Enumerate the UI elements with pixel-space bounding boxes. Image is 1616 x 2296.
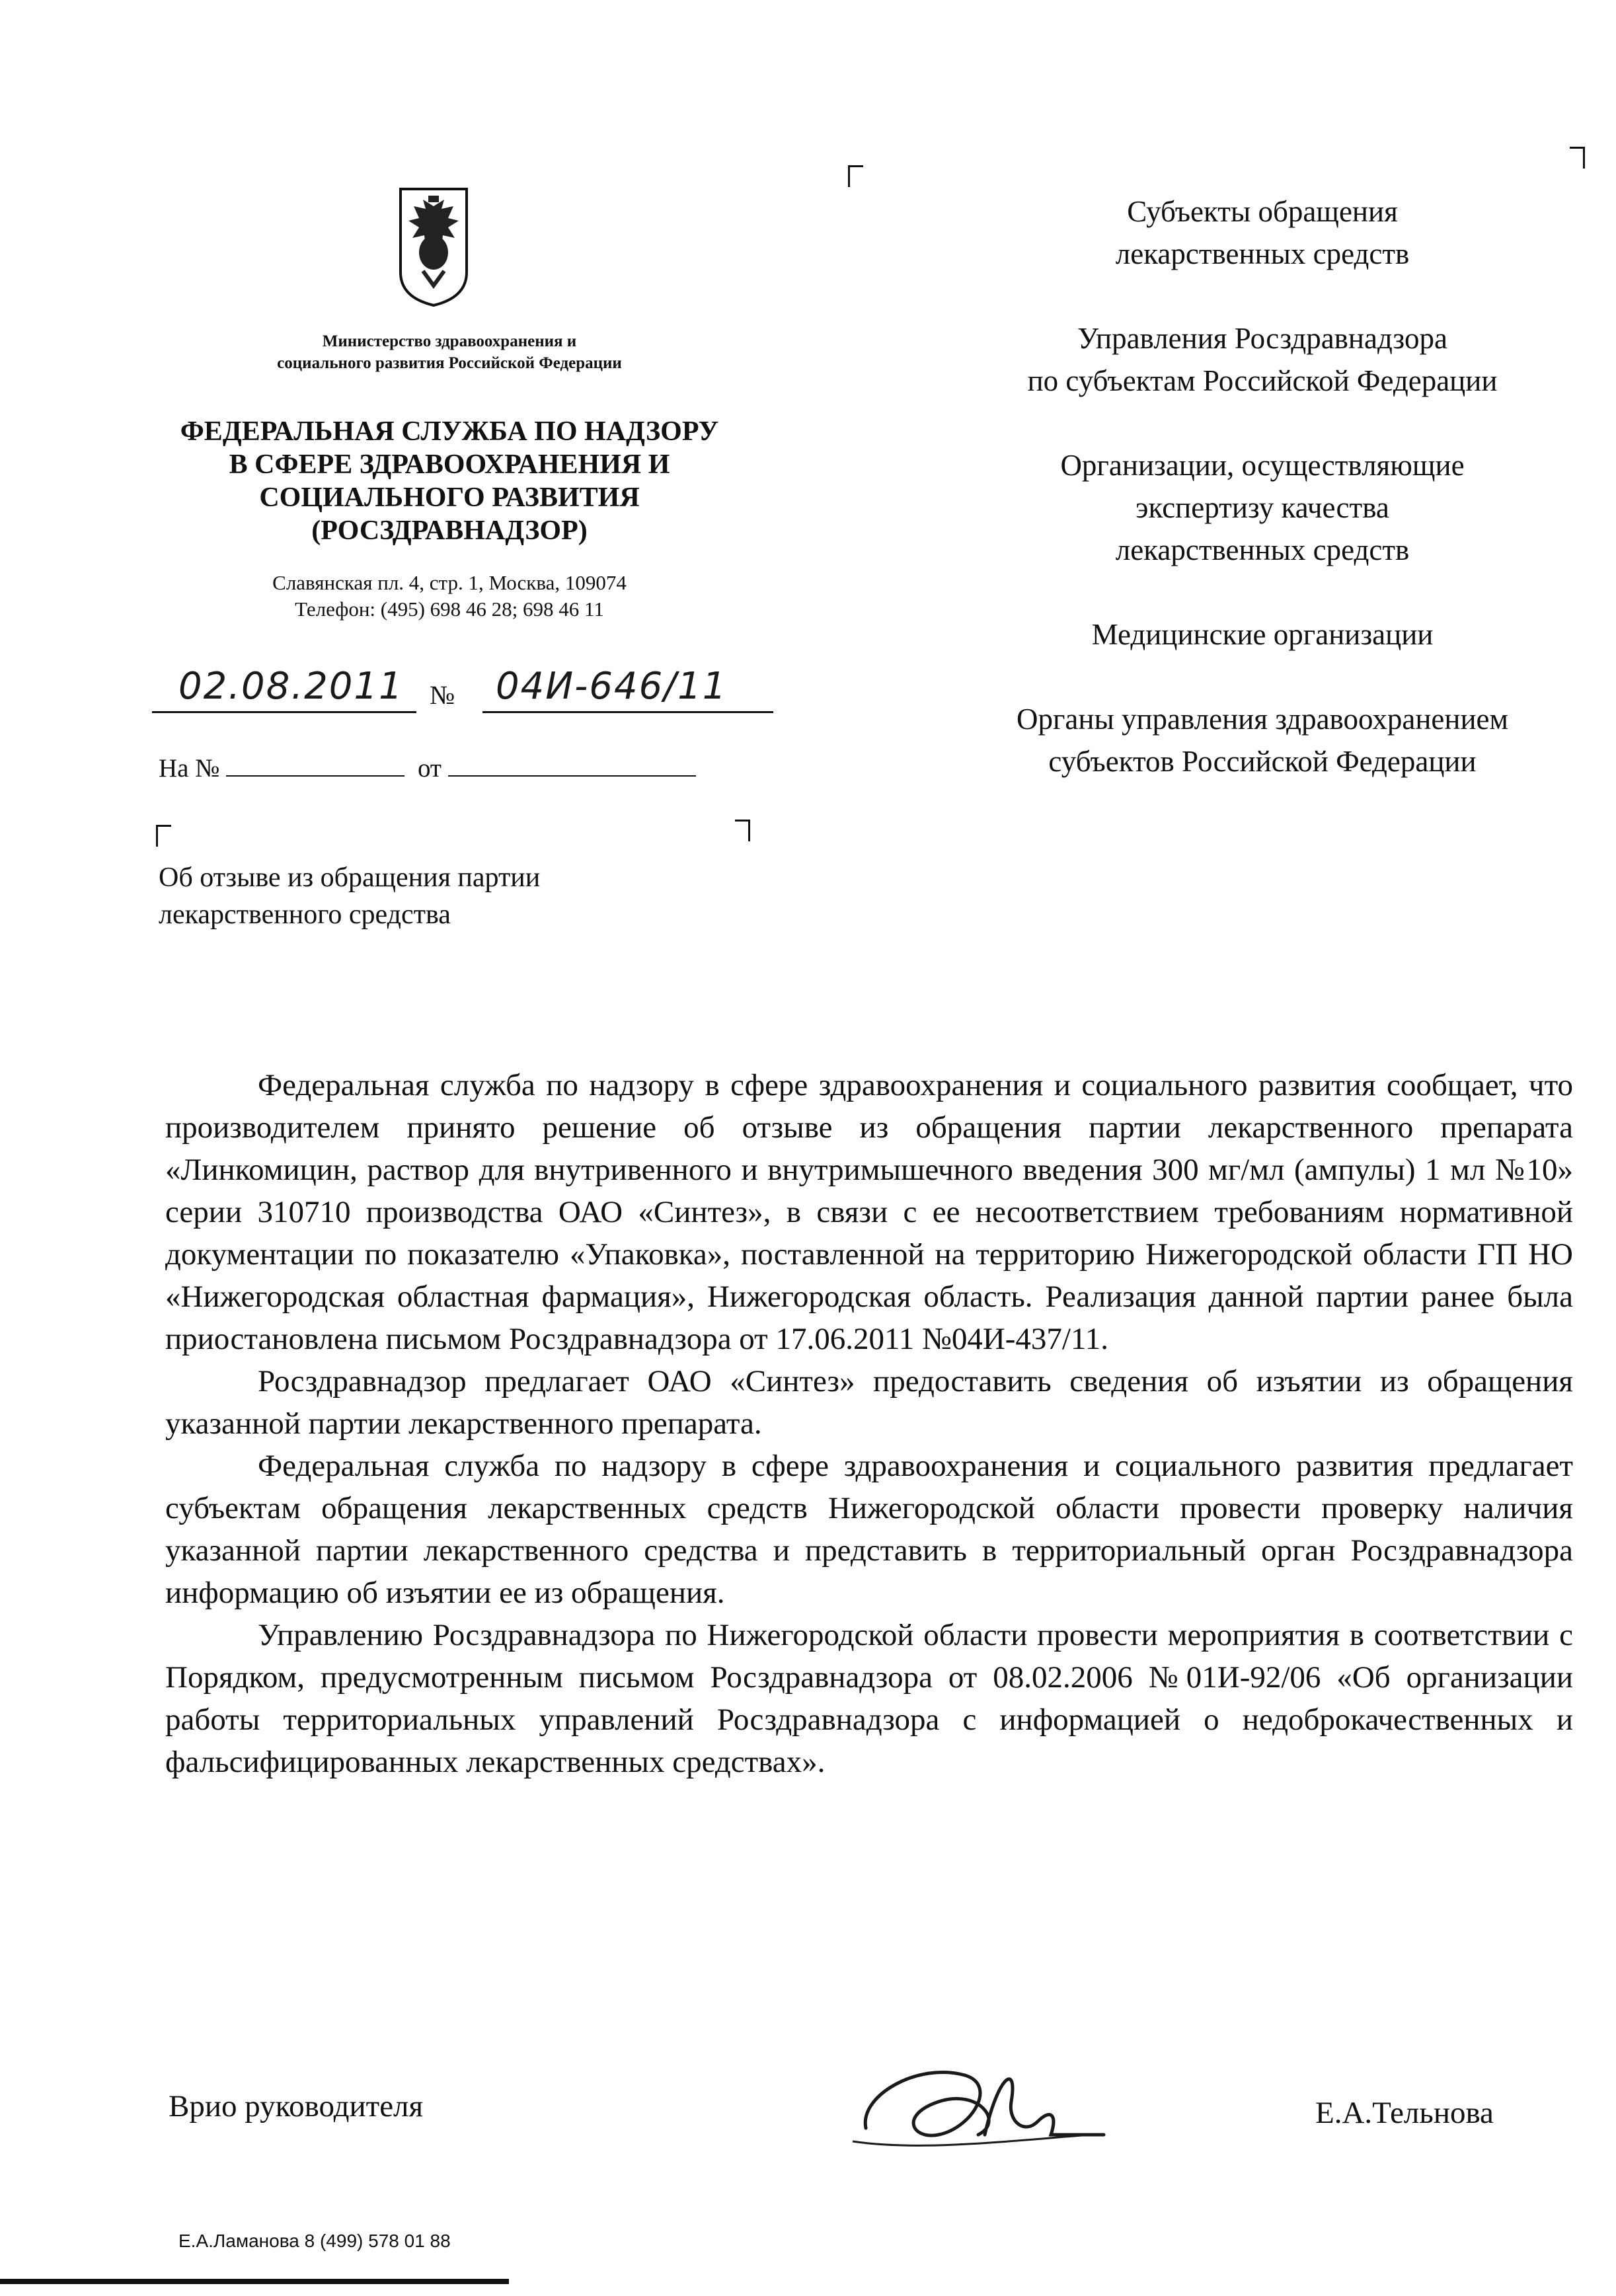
corner-mark: [848, 165, 863, 187]
ministry-line: социального развития Российской Федерации: [277, 354, 622, 372]
recipient-line: по субъектам Российской Федерации: [1027, 364, 1498, 397]
scan-edge-bar: [0, 2279, 509, 2284]
coat-of-arms-emblem: [397, 186, 471, 308]
letter-body: [165, 1064, 1573, 1783]
service-line: СОЦИАЛЬНОГО РАЗВИТИЯ: [259, 482, 640, 513]
subject-line: Об отзыве из обращения партии: [159, 862, 541, 893]
recipient: [925, 317, 1599, 402]
body-paragraph: Федеральная служба по надзору в сфере здравоохранения и социального развития предлагает субъектам обращения лекарственных средств Нижегородской области провести проверку наличия указанной партии лекарственного средства и представить в территориальный орган Росздравнадзора информацию об изъятии ее из обращения.: [165, 1449, 1573, 1610]
recipient: [925, 613, 1599, 656]
reply-date-blank: [448, 775, 696, 777]
recipient-line: Управления Росздравнадзора: [1077, 322, 1447, 355]
service-name: [132, 415, 767, 547]
service-line: В СФЕРЕ ЗДРАВООХРАНЕНИЯ И: [229, 449, 670, 480]
corner-mark: [1570, 147, 1585, 169]
recipient-line: Субъекты обращения: [1127, 195, 1398, 228]
registration-line: [152, 665, 787, 718]
handwritten-signature: [839, 2036, 1117, 2168]
subject-line: лекарственного средства: [159, 899, 451, 930]
number-underline: [482, 711, 773, 713]
address-line: Славянская пл. 4, стр. 1, Москва, 109074: [272, 571, 627, 594]
executor-contact: Е.А.Ламанова 8 (499) 578 01 88: [178, 2231, 451, 2251]
reply-number-blank: [226, 775, 404, 777]
corner-mark: [156, 825, 171, 847]
recipient-line: Органы управления здравоохранением: [1016, 703, 1509, 736]
recipient-line: Медицинские организации: [1091, 618, 1434, 651]
recipient: [925, 444, 1599, 571]
recipient-line: Организации, осуществляющие: [1060, 449, 1465, 482]
date-underline: [152, 711, 416, 713]
recipients-block: [925, 190, 1599, 783]
signatory-name: Е.А.Тельнова: [1315, 2096, 1494, 2130]
registration-date: 02.08.2011: [178, 665, 404, 708]
ministry-name: [192, 330, 707, 374]
reply-reference: [159, 753, 696, 783]
recipient: [925, 190, 1599, 275]
phone-line: Телефон: (495) 698 46 28; 698 46 11: [295, 597, 604, 621]
letter-subject: [159, 859, 701, 933]
recipient-line: субъектов Российской Федерации: [1048, 745, 1477, 778]
service-line: (РОСЗДРАВНАДЗОР): [311, 516, 588, 546]
recipient-line: экспертизу качества: [1135, 491, 1389, 524]
registration-number: 04И-646/11: [496, 665, 728, 708]
service-line: ФЕДЕРАЛЬНАЯ СЛУЖБА ПО НАДЗОРУ: [180, 416, 719, 447]
recipient: [925, 698, 1599, 783]
sender-address: [192, 570, 707, 623]
body-paragraph: Федеральная служба по надзору в сфере здравоохранения и социального развития сообщает, что производителем принято решение об отзыве из обращения партии лекарственного препарата «Линкомицин, раствор для внутривенного и внутримышечного введения 300 мг/мл (ампулы) 1 мл №10» серии 310710 производства ОАО «Синтез», в связи с ее несоответствием требованиям нормативной документации по показателю «Упаковка», поставленной на территорию Нижегородской области ГП НО «Нижегородская областная фармация», Нижегородская область. Реализация данной партии ранее была приостановлена письмом Росздравнадзора от 17.06.2011 №04И-437/11.: [165, 1068, 1573, 1356]
recipient-line: лекарственных средств: [1115, 533, 1410, 566]
body-paragraph: Управлению Росздравнадзора по Нижегородской области провести мероприятия в соответствии с Порядком, предусмотренным письмом Росздравнадзора от 08.02.2006 №01И-92/06 «Об организации работы территориальных управлений Росздравнадзора с информацией о недоброкачественных и фальсифицированных лекарственных средствах».: [165, 1618, 1573, 1779]
from-label: от: [417, 754, 442, 783]
signatory-position: Врио руководителя: [169, 2089, 424, 2124]
ministry-line: Министерство здравоохранения и: [322, 332, 577, 350]
body-paragraph: Росздравнадзор предлагает ОАО «Синтез» предоставить сведения об изъятии из обращения указанной партии лекарственного препарата.: [165, 1364, 1573, 1441]
corner-mark: [735, 820, 750, 841]
reply-label: На №: [159, 754, 220, 783]
recipient-line: лекарственных средств: [1115, 237, 1410, 270]
number-sign: №: [430, 680, 455, 710]
